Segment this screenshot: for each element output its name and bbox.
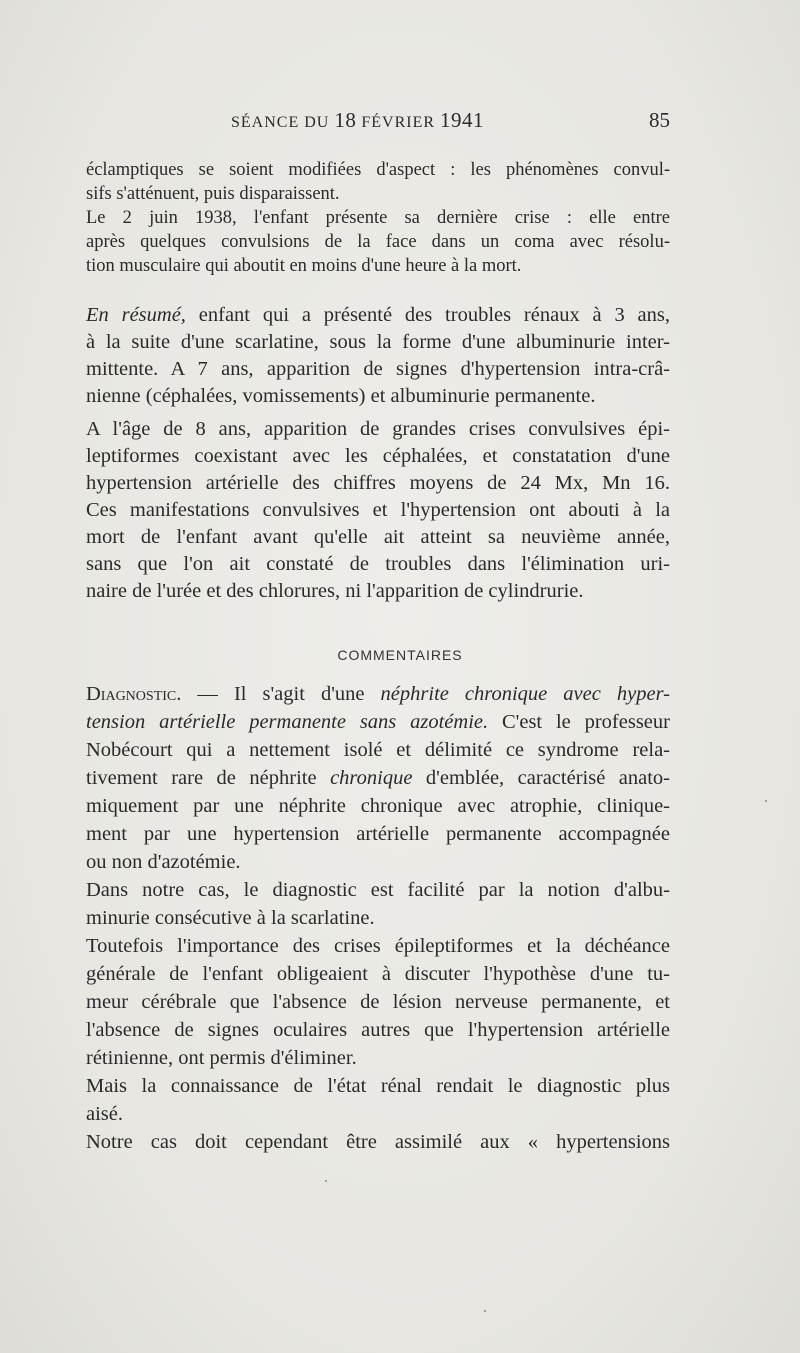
diagnostic-label: Diagnostic. xyxy=(86,683,182,705)
paragraph-notre-cas-assimile xyxy=(86,1128,670,1156)
paragraph-crise xyxy=(86,206,670,278)
text-line: sifs s'atténuent, puis disparaissent. xyxy=(86,184,340,204)
scan-speck xyxy=(484,1310,486,1312)
text-line: tivement rare de néphrite chronique d'emblée, caractérisé anato- xyxy=(86,767,670,789)
text-line: naire de l'urée et des chlorures, ni l'apparition de cylindrurie. xyxy=(86,580,584,602)
text-line: générale de l'enfant obligeaient à discuter l'hypothèse d'une tu- xyxy=(86,963,670,985)
paragraph-resume xyxy=(86,302,670,410)
text-line: à la suite d'une scarlatine, sous la forme d'une albuminurie inter- xyxy=(86,331,670,353)
paragraph-age-8 xyxy=(86,416,670,605)
paragraph-eclamptiques xyxy=(86,158,670,206)
text-line: Dans notre cas, le diagnostic est facilité par la notion d'albu- xyxy=(86,879,670,901)
text-line: A l'âge de 8 ans, apparition de grandes crises convulsives épi- xyxy=(86,418,670,440)
scan-speck xyxy=(325,1180,327,1182)
text-line: ou non d'azotémie. xyxy=(86,851,241,873)
text-line: nienne (céphalées, vomissements) et albuminurie permanente. xyxy=(86,385,596,407)
text-line: après quelques convulsions de la face dans un coma avec résolu- xyxy=(86,232,670,252)
text-line: miquement par une néphrite chronique avec atrophie, clinique- xyxy=(86,795,670,817)
text-line: leptiformes coexistant avec les céphalées, et constatation d'une xyxy=(86,445,670,467)
paragraph-mais xyxy=(86,1072,670,1128)
text-line: En résumé, enfant qui a présenté des troubles rénaux à 3 ans, xyxy=(86,304,670,326)
text-line: aisé. xyxy=(86,1103,123,1125)
text-line: mittente. A 7 ans, apparition de signes d'hypertension intra-crâ- xyxy=(86,358,670,380)
text-line: sans que l'on ait constaté de troubles dans l'élimination uri- xyxy=(86,553,670,575)
text-line: Mais la connaissance de l'état rénal rendait le diagnostic plus xyxy=(86,1075,670,1097)
page-number: 85 xyxy=(649,108,670,132)
text-line: ment par une hypertension artérielle permanente accompagnée xyxy=(86,823,670,845)
text-line: éclamptiques se soient modifiées d'aspect : les phénomènes convul- xyxy=(86,160,670,180)
text-line: mort de l'enfant avant qu'elle ait atteint sa neuvième année, xyxy=(86,526,670,548)
paragraph-diagnostic xyxy=(86,680,670,876)
text-line: hypertension artérielle des chiffres moyens de 24 Mx, Mn 16. xyxy=(86,472,670,494)
running-title: SÉANCE DU 18 FÉVRIER 1941 xyxy=(231,108,485,132)
paragraph-toutefois xyxy=(86,932,670,1072)
text-line: Nobécourt qui a nettement isolé et délimité ce syndrome rela- xyxy=(86,739,670,761)
text-line: tion musculaire qui aboutit en moins d'une heure à la mort. xyxy=(86,256,522,276)
text-line: Diagnostic. — Il s'agit d'une néphrite chronique avec hyper- xyxy=(86,683,670,705)
text-line: Le 2 juin 1938, l'enfant présente sa dernière crise : elle entre xyxy=(86,208,670,228)
section-heading-commentaires: COMMENTAIRES xyxy=(337,647,463,663)
text-line: l'absence de signes oculaires autres que l'hypertension artérielle xyxy=(86,1019,670,1041)
text-line: Toutefois l'importance des crises épileptiformes et la déchéance xyxy=(86,935,670,957)
text-line: minurie consécutive à la scarlatine. xyxy=(86,907,375,929)
text-line: rétinienne, ont permis d'éliminer. xyxy=(86,1047,357,1069)
text-line: meur cérébrale que l'absence de lésion nerveuse permanente, et xyxy=(86,991,670,1013)
scan-speck xyxy=(765,800,767,802)
text-line: tension artérielle permanente sans azotémie. C'est le professeur xyxy=(86,711,670,733)
text-line: Ces manifestations convulsives et l'hypertension ont abouti à la xyxy=(86,499,670,521)
running-header xyxy=(86,108,670,140)
paragraph-notre-cas xyxy=(86,876,670,932)
text-line: Notre cas doit cependant être assimilé aux « hypertensions xyxy=(86,1131,670,1153)
resume-label: En résumé, xyxy=(86,304,186,326)
